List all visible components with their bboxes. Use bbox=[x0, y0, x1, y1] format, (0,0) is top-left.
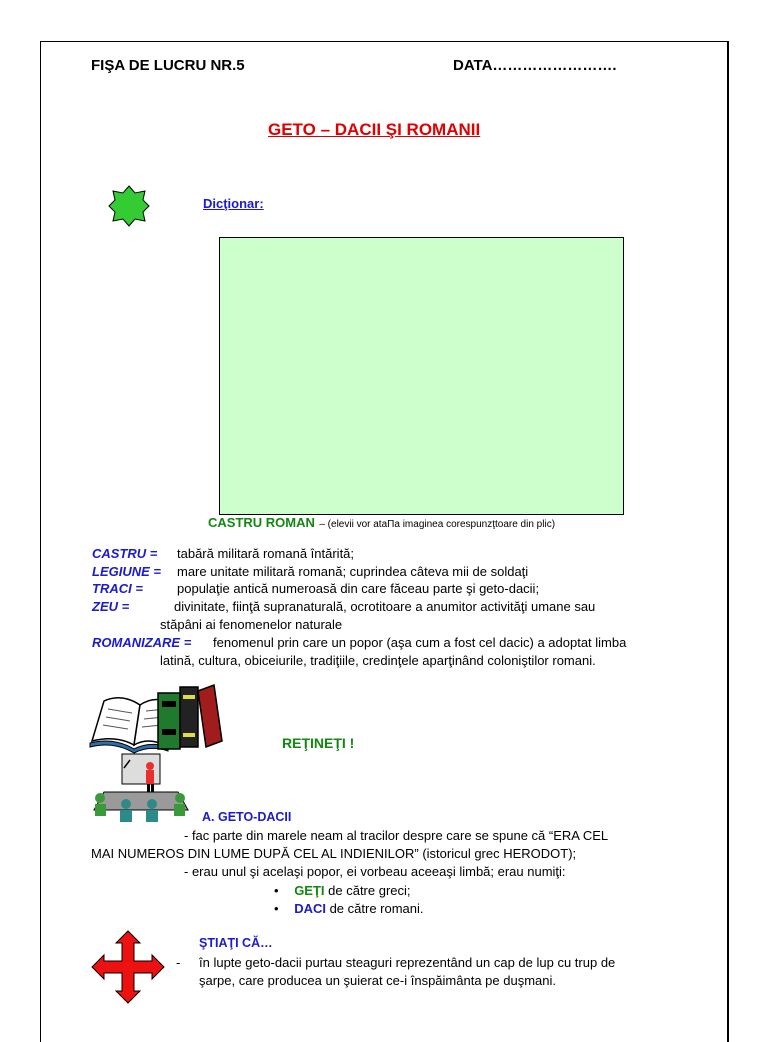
bullet-geti bbox=[274, 883, 411, 898]
bullet-daci-term: DACI bbox=[294, 901, 326, 916]
image-placeholder bbox=[219, 237, 624, 515]
bullet-daci-text: de către romani. bbox=[325, 901, 424, 916]
caption-note: – (elevii vor ataΠa imaginea corespunzţtoare din plic) bbox=[319, 519, 556, 530]
dictionary-label: Dicţionar: bbox=[203, 196, 264, 211]
bullet-dot: • bbox=[274, 883, 279, 898]
def-zeu-line1: divinitate, fiinţă supranaturală, ocrotitoare a anumitor activităţi umane sau bbox=[174, 599, 596, 614]
date-field: DATA……………………. bbox=[453, 57, 617, 74]
section-a-heading: A. GETO-DACII bbox=[202, 810, 292, 824]
page-title: GETO – DACII ŞI ROMANII bbox=[268, 120, 481, 139]
term-zeu: ZEU = bbox=[92, 599, 130, 614]
section-a-line2: MAI NUMEROS DIN LUME DUPĂ CEL AL INDIENILOR” (istoricul grec HERODOT); bbox=[91, 846, 577, 861]
section-a-line1: - fac parte din marele neam al tracilor despre care se spune că “ERA CEL bbox=[184, 828, 609, 843]
term-castru: CASTRU = bbox=[92, 546, 158, 561]
bullet-geti-term: GEŢI bbox=[294, 883, 325, 898]
section-a-line3: - erau unul şi acelaşi popor, ei vorbeau aceeaşi limbă; erau numiţi: bbox=[184, 864, 566, 879]
worksheet-number: FIŞA DE LUCRU NR.5 bbox=[91, 57, 245, 74]
classroom-icon bbox=[92, 752, 192, 829]
def-legiune: mare unitate militară romană; cuprindea câteva mii de soldaţi bbox=[177, 564, 529, 579]
stiati-dash: - bbox=[176, 955, 181, 970]
bullet-dot: • bbox=[274, 901, 279, 916]
def-castru: tabără militară romană întărită; bbox=[177, 546, 355, 561]
term-romanizare: ROMANIZARE = bbox=[92, 635, 192, 650]
stiati-line1: în lupte geto-dacii purtau steaguri reprezentând un cap de lup cu trup de bbox=[199, 955, 616, 970]
term-legiune: LEGIUNE = bbox=[92, 564, 161, 579]
def-romanizare-line1: fenomenul prin care un popor (aşa cum a fost cel dacic) a adoptat limba bbox=[213, 635, 627, 650]
stiati-heading: ŞTIAŢI CĂ… bbox=[199, 936, 273, 950]
bullet-daci bbox=[274, 901, 424, 916]
def-romanizare-line2: latină, cultura, obiceiurile, tradiţiile, credinţele aparţinând coloniştilor romani. bbox=[160, 653, 596, 668]
bullet-geti-text: de către greci; bbox=[324, 883, 411, 898]
green-star-icon bbox=[108, 185, 150, 232]
def-zeu-line2: stăpâni ai fenomenelor naturale bbox=[160, 617, 343, 632]
stiati-line2: şarpe, care producea un şuierat ce-i înspăimânta pe duşmani. bbox=[199, 973, 556, 988]
caption-main: CASTRU ROMAN bbox=[208, 515, 315, 530]
def-traci: populaţie antică numeroasă din care făceau parte şi geto-dacii; bbox=[177, 581, 540, 596]
red-arrows-icon bbox=[90, 929, 166, 1010]
books-icon bbox=[88, 683, 224, 760]
retineti-heading: REŢINEŢI ! bbox=[282, 735, 355, 751]
term-traci: TRACI = bbox=[92, 581, 143, 596]
image-caption bbox=[208, 514, 555, 532]
